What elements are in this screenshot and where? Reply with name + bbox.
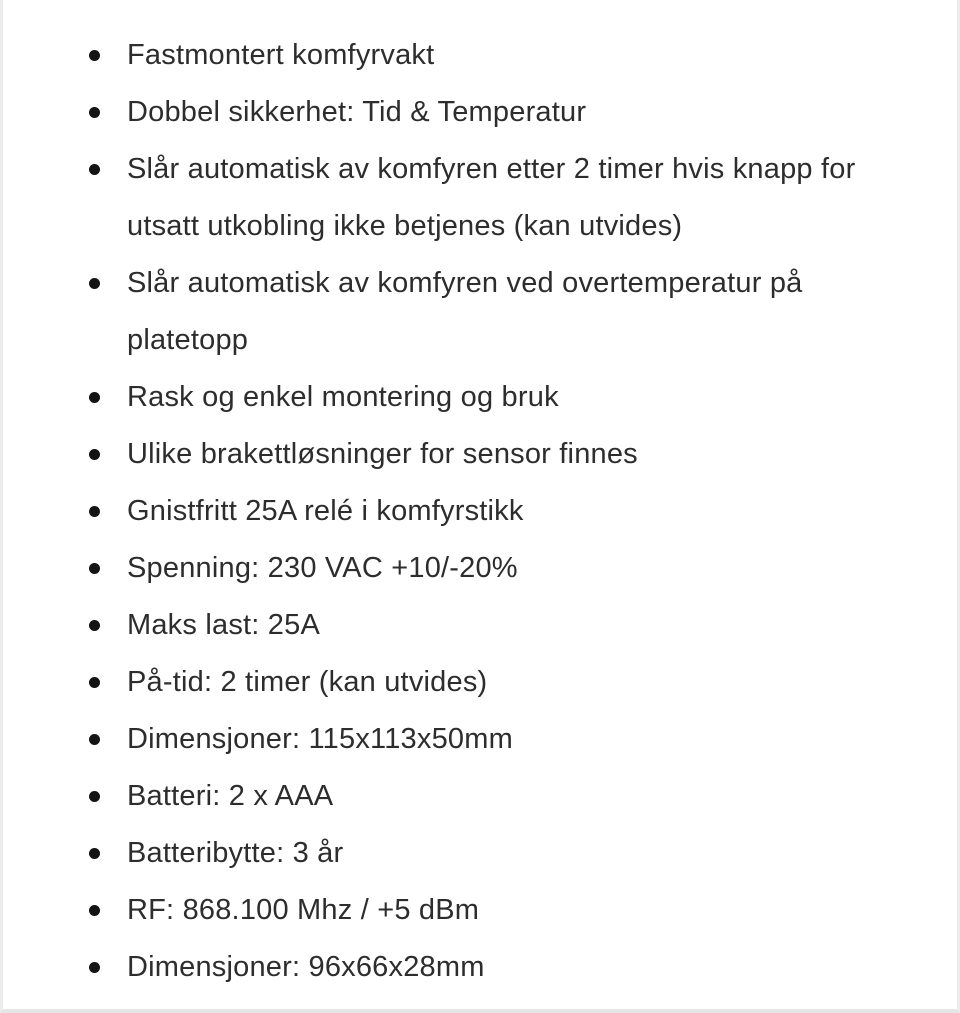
list-item bbox=[89, 939, 917, 996]
list-item bbox=[89, 711, 917, 768]
list-item-text: Dimensjoner: 96x66x28mm bbox=[127, 951, 485, 983]
list-item-text: Rask og enkel montering og bruk bbox=[127, 381, 559, 413]
list-item bbox=[89, 141, 917, 255]
bullet-icon bbox=[89, 677, 100, 688]
bullet-icon bbox=[89, 107, 100, 118]
bullet-icon bbox=[89, 620, 100, 631]
list-item-text: Spenning: 230 VAC +10/-20% bbox=[127, 552, 518, 584]
list-item-text: På-tid: 2 timer (kan utvides) bbox=[127, 666, 488, 698]
list-item-text: RF: 868.100 Mhz / +5 dBm bbox=[127, 894, 480, 926]
list-item bbox=[89, 369, 917, 426]
list-item bbox=[89, 768, 917, 825]
bullet-icon bbox=[89, 848, 100, 859]
list-item bbox=[89, 426, 917, 483]
bullet-icon bbox=[89, 563, 100, 574]
bullet-icon bbox=[89, 734, 100, 745]
list-item-text: Dobbel sikkerhet: Tid & Temperatur bbox=[127, 96, 587, 128]
bullet-icon bbox=[89, 50, 100, 61]
list-item-text: Batteribytte: 3 år bbox=[127, 837, 344, 869]
bullet-icon bbox=[89, 791, 100, 802]
list-item bbox=[89, 882, 917, 939]
list-item bbox=[89, 255, 917, 369]
bullet-icon bbox=[89, 392, 100, 403]
list-item-text: Dimensjoner: 115x113x50mm bbox=[127, 723, 513, 755]
bullet-icon bbox=[89, 962, 100, 973]
list-item-text: Maks last: 25A bbox=[127, 609, 320, 641]
list-item-text: Gnistfritt 25A relé i komfyrstikk bbox=[127, 495, 524, 527]
bullet-icon bbox=[89, 449, 100, 460]
list-item bbox=[89, 825, 917, 882]
bullet-icon bbox=[89, 506, 100, 517]
list-item bbox=[89, 597, 917, 654]
list-item bbox=[89, 84, 917, 141]
list-item bbox=[89, 27, 917, 84]
list-item bbox=[89, 540, 917, 597]
bullet-icon bbox=[89, 278, 100, 289]
list-item-text: Slår automatisk av komfyren ved overtemperatur på platetopp bbox=[127, 267, 803, 356]
list-item bbox=[89, 483, 917, 540]
list-item-text: Ulike brakettløsninger for sensor finnes bbox=[127, 438, 638, 470]
list-item-text: Fastmontert komfyrvakt bbox=[127, 39, 435, 71]
bullet-icon bbox=[89, 164, 100, 175]
list-item-text: Batteri: 2 x AAA bbox=[127, 780, 334, 812]
spec-list bbox=[3, 0, 957, 996]
bullet-icon bbox=[89, 905, 100, 916]
list-item-text: Slår automatisk av komfyren etter 2 timer hvis knapp for utsatt utkobling ikke betjenes (kan utvides) bbox=[127, 153, 856, 242]
list-item bbox=[89, 654, 917, 711]
